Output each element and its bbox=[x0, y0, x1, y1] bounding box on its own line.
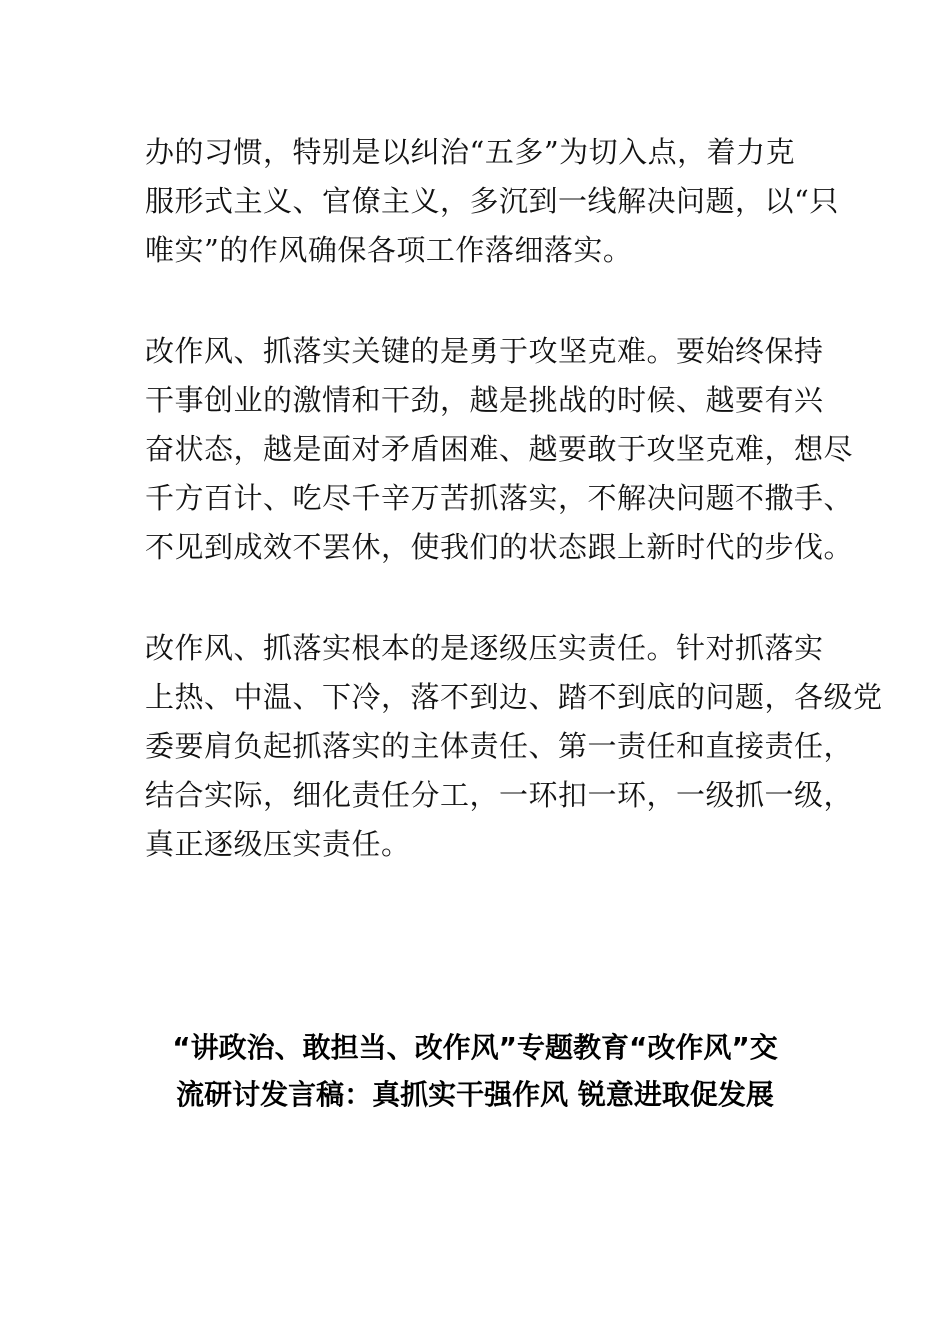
paragraph-line: 千方百计、吃尽千辛万苦抓落实，不解决问题不撒手、 bbox=[145, 481, 854, 515]
paragraph-line: 改作风、抓落实根本的是逐级压实责任。针对抓落实 bbox=[145, 631, 824, 665]
paragraph-line: 不见到成效不罢休，使我们的状态跟上新时代的步伐。 bbox=[145, 530, 854, 564]
paragraph-line: 结合实际，细化责任分工，一环扣一环，一级抓一级， bbox=[145, 778, 854, 812]
paragraph-line: 委要肩负起抓落实的主体责任、第一责任和直接责任， bbox=[145, 729, 854, 763]
paragraph-3 bbox=[145, 624, 883, 869]
title-line: 流研讨发言稿：真抓实干强作风 锐意进取促发展 bbox=[176, 1078, 774, 1111]
paragraph-2 bbox=[145, 327, 854, 572]
paragraph-line: 唯实”的作风确保各项工作落细落实。 bbox=[145, 233, 633, 267]
paragraph-line: 奋状态，越是面对矛盾困难、越要敢于攻坚克难，想尽 bbox=[145, 432, 854, 466]
paragraph-line: 干事创业的激情和干劲，越是挑战的时候、越要有兴 bbox=[145, 383, 824, 417]
paragraph-1 bbox=[145, 128, 839, 275]
paragraph-line: 改作风、抓落实关键的是勇于攻坚克难。要始终保持 bbox=[145, 334, 824, 368]
paragraph-line: 办的习惯，特别是以纠治“五多”为切入点，着力克 bbox=[145, 135, 796, 169]
section-title bbox=[130, 1024, 820, 1118]
paragraph-line: 上热、中温、下冷，落不到边、踏不到底的问题，各级党 bbox=[145, 680, 883, 714]
title-line: “讲政治、敢担当、改作风”专题教育“改作风”交 bbox=[172, 1031, 778, 1064]
paragraph-line: 服形式主义、官僚主义，多沉到一线解决问题，以“只 bbox=[145, 184, 839, 218]
paragraph-line: 真正逐级压实责任。 bbox=[145, 827, 411, 861]
